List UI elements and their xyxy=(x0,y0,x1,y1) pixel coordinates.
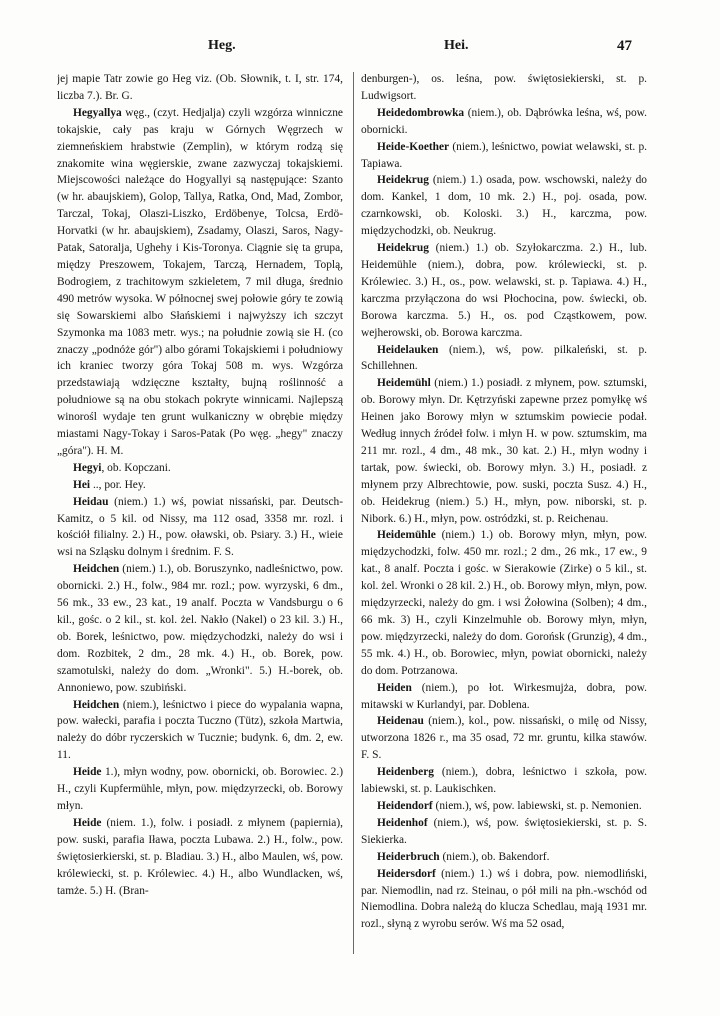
entry-headword: Hegyi xyxy=(73,461,102,474)
entry-headword: Heidedombrowka xyxy=(377,106,465,119)
entry-headword: Heide xyxy=(73,816,102,829)
entry-headword: Heidenberg xyxy=(377,766,434,779)
dictionary-entry xyxy=(361,713,647,764)
entry-text: (niem.), ob. Dąbrówka leśna, wś, pow. obornicki. xyxy=(361,106,647,136)
entry-text: denburgen-), os. leśna, pow. świętosiekierski, st. p. Ludwigsort. xyxy=(361,73,647,102)
running-head-middle: Hei. xyxy=(444,38,469,53)
entry-text: węg., (czyt. Hedjalja) czyli wzgórza winniczne tokajskie, cały pas kraju w Górnych Węgrzech w ziemneńskiem hrabstwie (Zemplin), w którym rodzą się znakomite wina węgierskie, zwane zazwyczaj tokajskiemi. Miejscowości należące do Hogyallyi są następujące: Szanto (w hr. abaujskiem), Golop, Tallya, Ratka, Ond, Mad, Zombor, Tarczal, Tokaj, Olaszi-Liszko, Erdöbenye, Tolcsa, Erdö-Horvatki (w hr. abaujskiem), Zsadamy, Olaszi, Saros, Nagy-Patak, Satoralja, Ughehy i Kis-Toronya. Ciągnie się ta grupa, między Preszowem, Tokajem, Tarczą, Hernadem, Toplą, Bodrogiem, z trachitowym szkieletem, 7 mil długa, średnio 490 metrów wysoka. W północnej swej połowie góry te zowią się Sowarskiemi albo Słańskiemi i najwyższy ich szczyt Szymonka ma 1083 metr. wys.; na południe zowią sie H. (co znaczy „podnóże gór") albo górami Tokajskiemi i południowy ich kraniec tworzy góra Tokaj 508 m. wys. Wzgórza przedstawiają wdzięczne kształty, bujną roślinność a południowe są na obu stokach pokryte winnicami. Najlepszą winorośl wydaje ten grunt wulkaniczny w obrębie między miastami Nagy-Tokay i Saros-Patak (Po węg. „hegy" znaczy „góra"). H. M. xyxy=(57,106,343,457)
left-column xyxy=(57,71,343,966)
entry-text: (niem.), leśnictwo, powiat welawski, st. p. Tapiawa. xyxy=(361,140,647,170)
dictionary-entry xyxy=(57,561,343,696)
dictionary-entry xyxy=(57,764,343,815)
entry-text: (niem.) 1.) osada, pow. wschowski, należy do dom. Kankel, 1 dom, 10 mk. 2.) H., poj. osada, pow. czarnkowski, ob. Koloski. 3.) H., karczma, pow. międzychodzki, ob. Neukrug. xyxy=(361,174,647,238)
entry-headword: Heide xyxy=(73,766,102,779)
entry-text: (niem.) 1.) ob. Szyłokarczma. 2.) H., lub. Heidemühle (niem.), dobra, pow. królewiecki, st. p. Królewiec. 3.) H., os., pow. welawski, st. p. Tapiawa. 4.) H., karczma przyłączona do wsi Płochocina, pow. świecki, ob. Borowa karczma. 5.) H., os. pod Cząstkowem, pow. wejherowski, ob. Borowa karczma. xyxy=(361,242,647,339)
dictionary-entry xyxy=(57,815,343,900)
entry-text: (niem.) 1.) wś, powiat nissański, par. Deutsch-Kamitz, o 5 kil. od Nissy, ma 112 osad, 3358 mr. rozl. i kościół filialny. 2.) H., pow. oławski, ob. Psiary. 3.) H., wieie wsi na Szląsku dolnym i średnim. F. S. xyxy=(57,495,343,559)
dictionary-entry xyxy=(361,798,647,815)
entry-headword: Heidenau xyxy=(377,715,424,728)
dictionary-entry xyxy=(361,527,647,679)
dictionary-entry xyxy=(361,849,647,866)
dictionary-entry xyxy=(361,172,647,240)
entry-headword: Heidemühl xyxy=(377,377,431,390)
entry-text: (niem.), po łot. Wirkesmujża, dobra, pow. mitawski w Kurlandyi, par. Doblena. xyxy=(361,681,647,711)
entry-text: , ob. Kopczani. xyxy=(101,461,171,474)
dictionary-entry xyxy=(361,240,647,341)
dictionary-entry xyxy=(361,815,647,849)
entry-headword: Heidekrug xyxy=(377,242,429,255)
entry-text: jej mapie Tatr zowie go Heg viz. (Ob. Słownik, t. I, str. 174, liczba 7.). Br. G. xyxy=(57,73,343,102)
entry-headword: Heidenhof xyxy=(377,816,428,829)
entry-text: 1.), młyn wodny, pow. obornicki, ob. Borowiec. 2.) H., czyli Kupfermühle, młyn, pow. międzyrzecki, ob. Borowy młyn. xyxy=(57,766,343,812)
entry-headword: Heidersdorf xyxy=(377,867,436,880)
entry-headword: Hei xyxy=(73,478,91,491)
entry-headword: Heiden xyxy=(377,681,412,694)
entry-headword: Heidemühle xyxy=(377,529,436,542)
entry-text: (niem.), wś, pow. labiewski, st. p. Nemonien. xyxy=(432,799,642,812)
dictionary-entry xyxy=(57,71,343,105)
entry-text: (niem.), leśnictwo i piece do wypalania wapna, pow. wałecki, parafia i poczta Tuczno (Tütz), szkoła Martwia, należy do dóbr ryczerskich w Tucznie; budynk. 6, dm. 2, ew. 11. xyxy=(57,698,343,762)
dictionary-entry xyxy=(361,105,647,139)
entry-headword: Heidelauken xyxy=(377,343,439,356)
dictionary-entry xyxy=(57,494,343,562)
entry-headword: Hegyallya xyxy=(73,106,122,119)
entry-text: (niem.), wś, pow. pilkaleński, st. p. Schillehnen. xyxy=(361,343,647,373)
dictionary-entry xyxy=(57,105,343,460)
entry-text: (niem.) 1.) posiadł. z młynem, pow. sztumski, ob. Borowy młyn. Dr. Kętrzyński zapewne przez pomyłkę wś Heinen jako Borowy młyn w sztumskim powiecie podał. Według innych źródeł folw. i młyn H. w pow. sztumskim, ma 211 mr. rozl., 4 dm., 48 mk., 30 kat. 2.) H., młyn wodny i tartak, pow. świecki, ob. Borowy młyn. 3.) H., posiadł. z młynem przy Albrechtowie, pow. suski, poczta Susz. 4.) H., ob. Heidekrug (niem.) 5.) H., młyn, pow. niborski, st. p. Nibork. 6.) H., młyn, pow. ostródzki, st. p. Reichenau. xyxy=(361,377,647,525)
dictionary-entry xyxy=(361,342,647,376)
entry-headword: Heidendorf xyxy=(377,799,433,812)
entry-headword: Heidchen xyxy=(73,563,120,576)
entry-text: (niem.), dobra, leśnictwo i szkoła, pow. labiewski, st. p. Laukischken. xyxy=(361,766,647,796)
entry-text: .., por. Hey. xyxy=(90,478,146,491)
dictionary-entry xyxy=(361,71,647,105)
dictionary-entry xyxy=(361,764,647,798)
entry-headword: Heidchen xyxy=(73,698,120,711)
entry-text: (niem.) 1.), ob. Boruszynko, nadleśnictwo, pow. obornicki. 2.) H., folw., 984 mr. rozl.; pow. wyrzyski, 6 dm., 56 mk., 33 ew., 23 kat., 19 analf. Poczta w Vandsburgu o 6 kil., gośc. o 2 kil., st. kol. żel. Nakło (Nakel) o 23 kil. 3.) H., ob. Borek, leśnictwo, pow. międzychodzki, należy do wsi i dom. Rozbitek, 2 dm., 28 mk. 4.) H., ob. Borek, pow. szamotulski, należy do dom. „Wronki". 5.) H.-borek, ob. Annoniewo, pow. szubiński. xyxy=(57,563,343,694)
dictionary-entry xyxy=(57,460,343,477)
entry-text: (niem. 1.), folw. i posiadł. z młynem (papiernia), pow. suski, parafia Iława, poczta Lubawa. 2.) H., folw., pow. świętosierkierski, st. p. Bladiau. 3.) H., albo Maulen, wś, pow. królewiecki, st. p. Królewiec. 4.) H., albo Wundlacken, wś, tamże. 5.) H. (Bran- xyxy=(57,816,343,897)
entry-text: (niem.) 1.) wś i dobra, pow. niemodliński, par. Niemodlin, nad rz. Steinau, o pół mili na płn.-wschód od Niemodlina. Dobra należą do klucza Schedlau, mają 1931 mr. rozl., słyną z wyrobu serów. Wś ma 52 osad, xyxy=(361,867,647,931)
page-number: 47 xyxy=(617,38,632,54)
entry-text: (niem.), kol., pow. nissański, o milę od Nissy, utworzona 1826 r., ma 35 osad, 72 mr. gruntu, kilka stawów. F. S. xyxy=(361,715,647,762)
column-divider xyxy=(353,72,354,954)
right-column xyxy=(361,71,647,966)
dictionary-entry xyxy=(57,697,343,765)
entry-headword: Heidau xyxy=(73,495,109,508)
entry-headword: Heidekrug xyxy=(377,174,429,187)
entry-text: (niem.) 1.) ob. Borowy młyn, młyn, pow. międzychodzki, folw. 450 mr. rozl.; 2 dm., 26 mk., 17 ew., 9 kat., 8 analf. Poczta i gośc. w Sierakowie (Zirke) o 5 kil., st. kol. żel. Wronki o 28 kil. 2.) H., ob. Borowy młyn, młyn, pow. międzyrzecki, należy do gm. i wsi Żołowina (Solben); 4 dm., 66 mk. 3) H., czyli Kinzelmuhle ob. Borowy młyn, młyn, pow. międzyrzecki, należy do dom. Gorońsk (Grunzig), 4 dm., 55 mk. 4.) H., ob. Borowiec, młyn, powiat obornicki, należy do dom. Potrzanowa. xyxy=(361,529,647,677)
running-head-left: Heg. xyxy=(208,38,236,53)
entry-headword: Heiderbruch xyxy=(377,850,440,863)
entry-text: (niem.), ob. Bakendorf. xyxy=(439,850,550,863)
entry-headword: Heide-Koether xyxy=(377,140,450,153)
dictionary-entry xyxy=(57,477,343,494)
dictionary-entry xyxy=(361,680,647,714)
entry-text: (niem.), wś, pow. świętosiekierski, st. p. S. Siekierka. xyxy=(361,816,647,846)
dictionary-entry xyxy=(361,139,647,173)
dictionary-entry xyxy=(361,375,647,527)
dictionary-entry xyxy=(361,866,647,934)
